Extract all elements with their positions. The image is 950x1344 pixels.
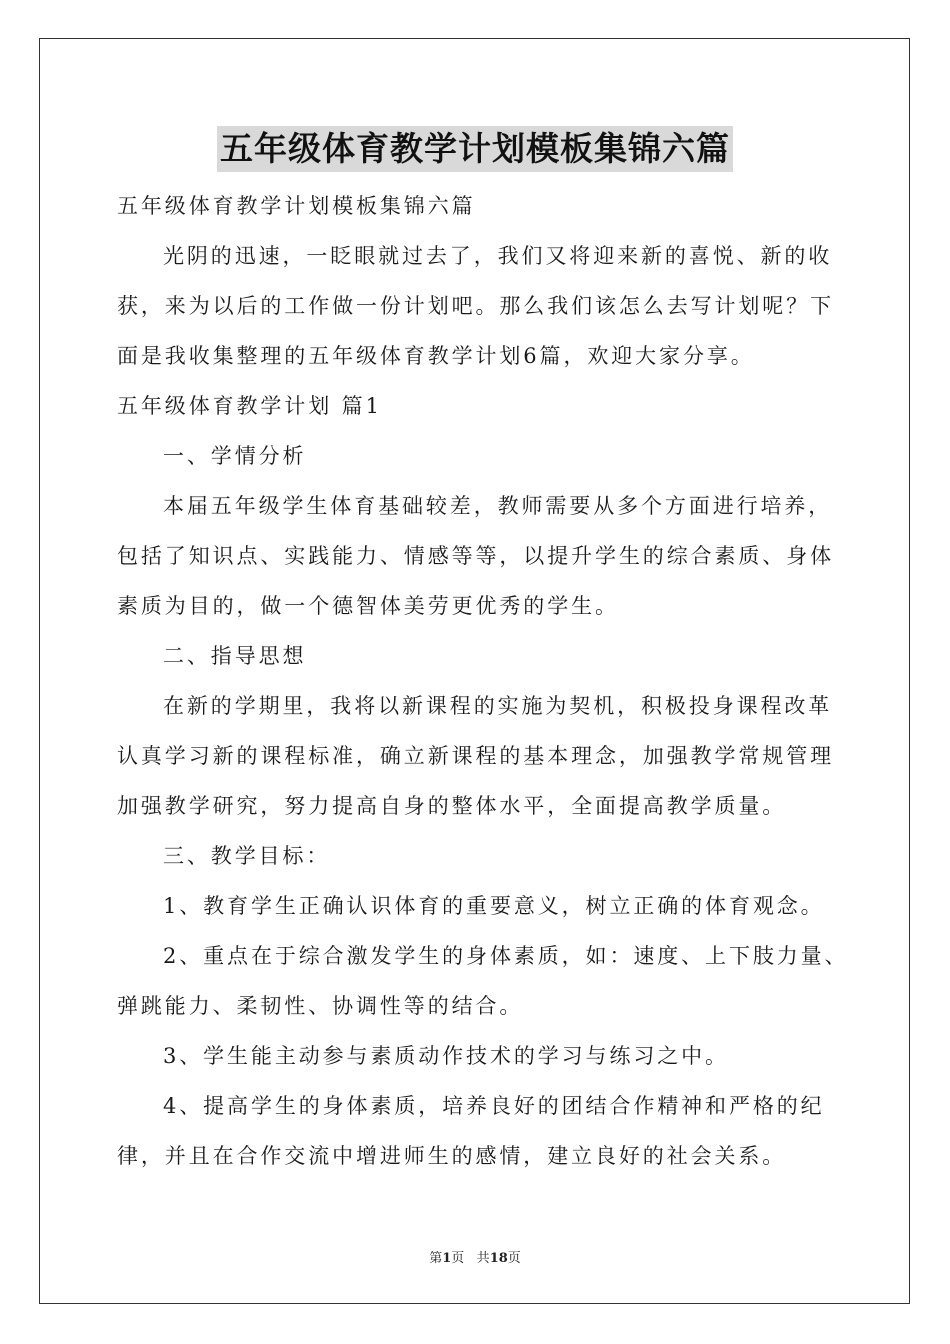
text-line: 面是我收集整理的五年级体育教学计划6篇，欢迎大家分享。 [117,344,755,368]
text-line: 本届五年级学生体育基础较差，教师需要从多个方面进行培养， [163,494,833,518]
text-line: 加强教学研究，努力提高自身的整体水平，全面提高教学质量。 [117,794,787,818]
footer-page-number: 1 [442,1251,452,1266]
text-line: 一、学情分析 [163,444,307,468]
text-line: 五年级体育教学计划模板集锦六篇 [117,194,476,218]
title-area [0,126,950,172]
document-title: 五年级体育教学计划模板集锦六篇 [217,126,733,172]
document-body [117,181,849,1181]
text-line: 1、教育学生正确认识体育的重要意义，树立正确的体育观念。 [163,894,825,918]
text-line: 认真学习新的课程标准，确立新课程的基本理念，加强教学常规管理 [117,744,834,768]
text-line: 3、学生能主动参与素质动作技术的学习与练习之中。 [163,1044,729,1068]
text-line: 五年级体育教学计划 篇1 [117,394,382,418]
text-line: 素质为目的，做一个德智体美劳更优秀的学生。 [117,594,619,618]
text-line: 包括了知识点、实践能力、情感等等，以提升学生的综合素质、身体 [117,544,834,568]
text-line: 二、指导思想 [163,644,307,668]
text-line: 2、重点在于综合激发学生的身体素质，如：速度、上下肢力量、 [163,944,849,968]
text-line: 在新的学期里，我将以新课程的实施为契机，积极投身课程改革 [163,694,833,718]
text-line: 获，来为以后的工作做一份计划吧。那么我们该怎么去写计划呢？下 [117,294,834,318]
footer-total-pages: 18 [489,1251,508,1266]
footer-total-suffix: 页 [507,1251,521,1266]
text-line: 律，并且在合作交流中增进师生的感情，建立良好的社会关系。 [117,1144,787,1168]
page-footer [0,1247,950,1266]
text-line: 三、教学目标： [163,844,331,868]
text-line: 光阴的迅速，一眨眼就过去了，我们又将迎来新的喜悦、新的收 [163,244,833,268]
text-line: 弹跳能力、柔韧性、协调性等的结合。 [117,994,524,1018]
footer-total-prefix: 共 [476,1251,490,1266]
text-line: 4、提高学生的身体素质，培养良好的团结合作精神和严格的纪 [163,1094,825,1118]
footer-page-prefix: 第 [429,1251,443,1266]
footer-page-suffix: 页 [451,1251,465,1266]
